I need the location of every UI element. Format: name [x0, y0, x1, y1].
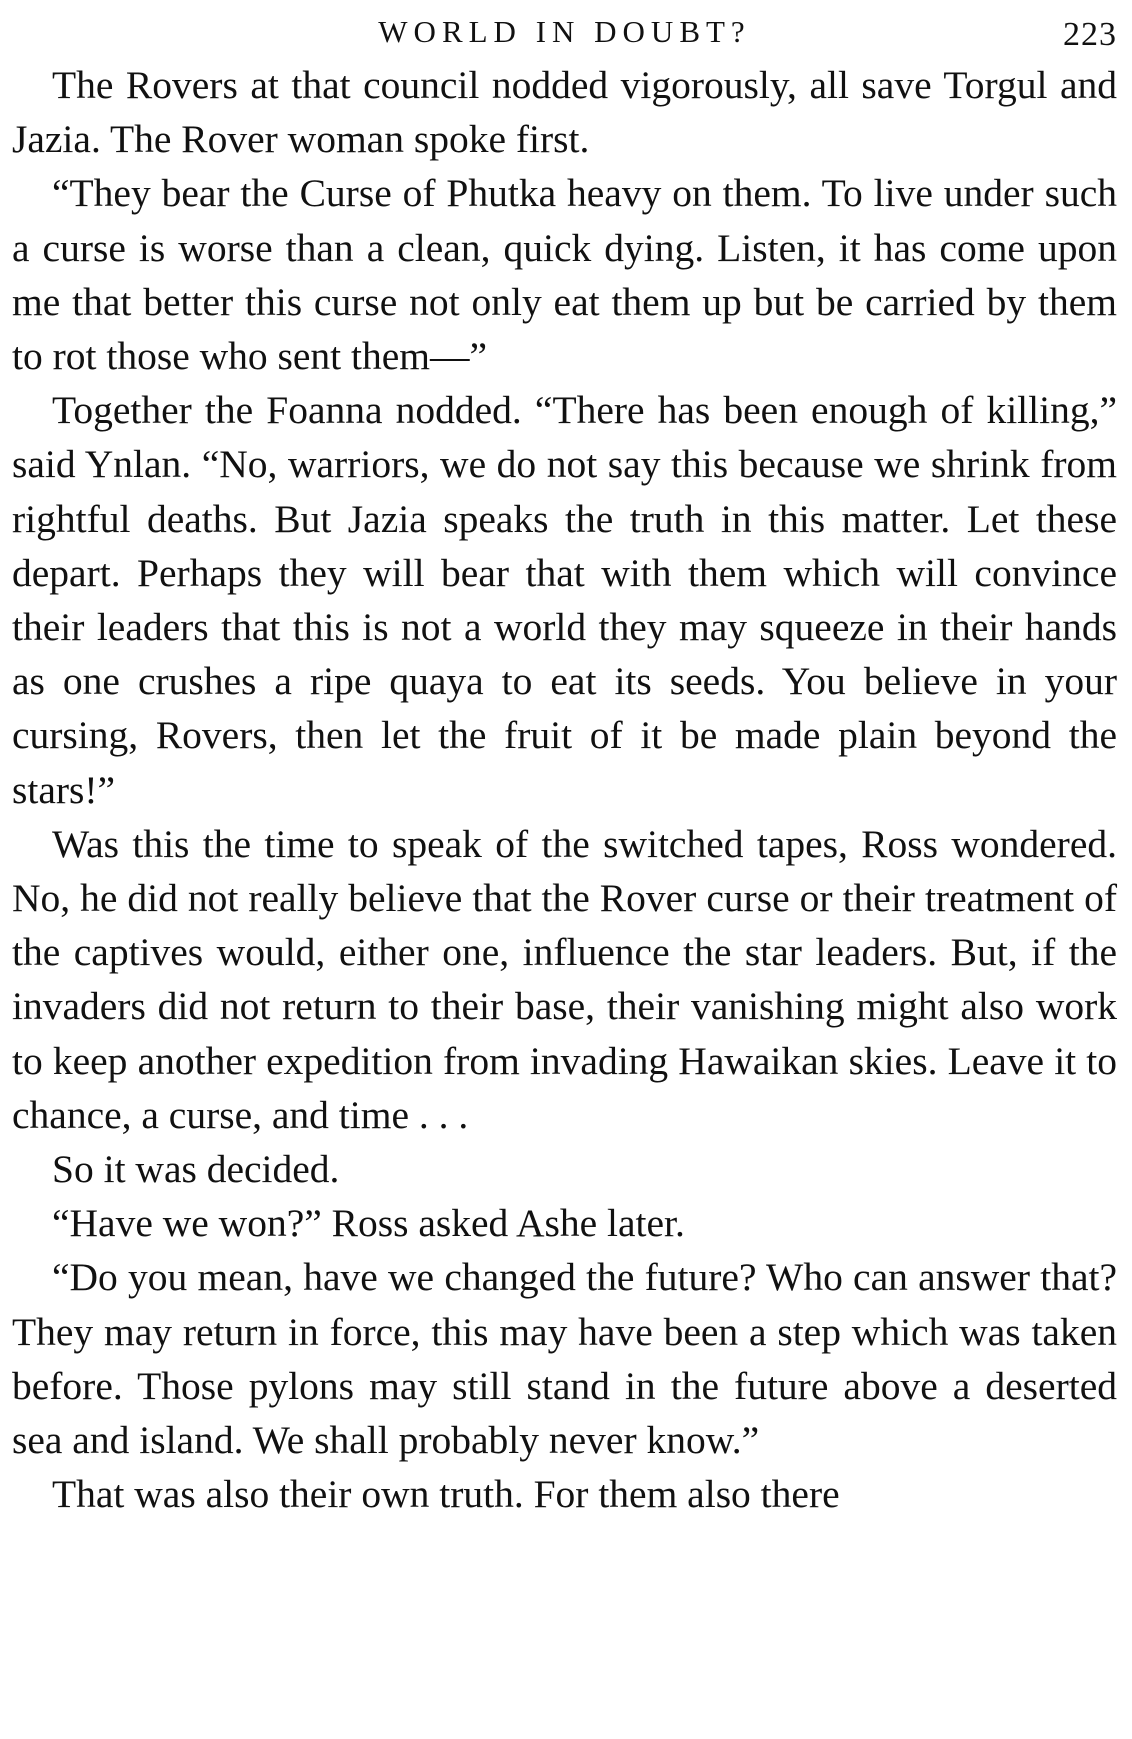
paragraph: “Do you mean, have we changed the future? Who can answer that? They may return in force, this may have been a step which was taken before. Those pylons may still stand in the future above a deserted sea and island. We shall probably never know.” — [12, 1255, 1117, 1463]
running-title: WORLD IN DOUBT? — [378, 14, 751, 49]
paragraph: “They bear the Curse of Phutka heavy on them. To live under such a curse is worse than a clean, quick dying. Listen, it has come upon me that better this curse not only eat them up but be carried by them to rot those who sent them—” — [12, 171, 1117, 379]
paragraph: That was also their own truth. For them also there — [52, 1472, 840, 1517]
paragraph: The Rovers at that council nodded vigorously, all save Torgul and Jazia. The Rover woman spoke first. — [12, 63, 1117, 162]
running-head — [12, 14, 1117, 54]
page-number: 223 — [1063, 16, 1117, 53]
paragraph: “Have we won?” Ross asked Ashe later. — [52, 1201, 685, 1246]
paragraph: Together the Foanna nodded. “There has been enough of killing,” said Ynlan. “No, warriors, we do not say this because we shrink from rightful deaths. But Jazia speaks the truth in this matter. Let these depart. Perhaps they will bear that with them which will convince their leaders that this is not a world they may squeeze in their hands as one crushes a ripe quaya to eat its seeds. You believe in your cursing, Rovers, then let the fruit of it be made plain beyond the stars!” — [12, 388, 1117, 812]
body-text — [12, 58, 1117, 1521]
paragraph: So it was decided. — [52, 1147, 340, 1192]
paragraph: Was this the time to speak of the switched tapes, Ross wondered. No, he did not really believe that the Rover curse or their treatment of the captives would, either one, influence the star leaders. But, if the invaders did not return to their base, their vanishing might also work to keep another expedition from invading Hawaikan skies. Leave it to chance, a curse, and time . . . — [12, 821, 1117, 1137]
